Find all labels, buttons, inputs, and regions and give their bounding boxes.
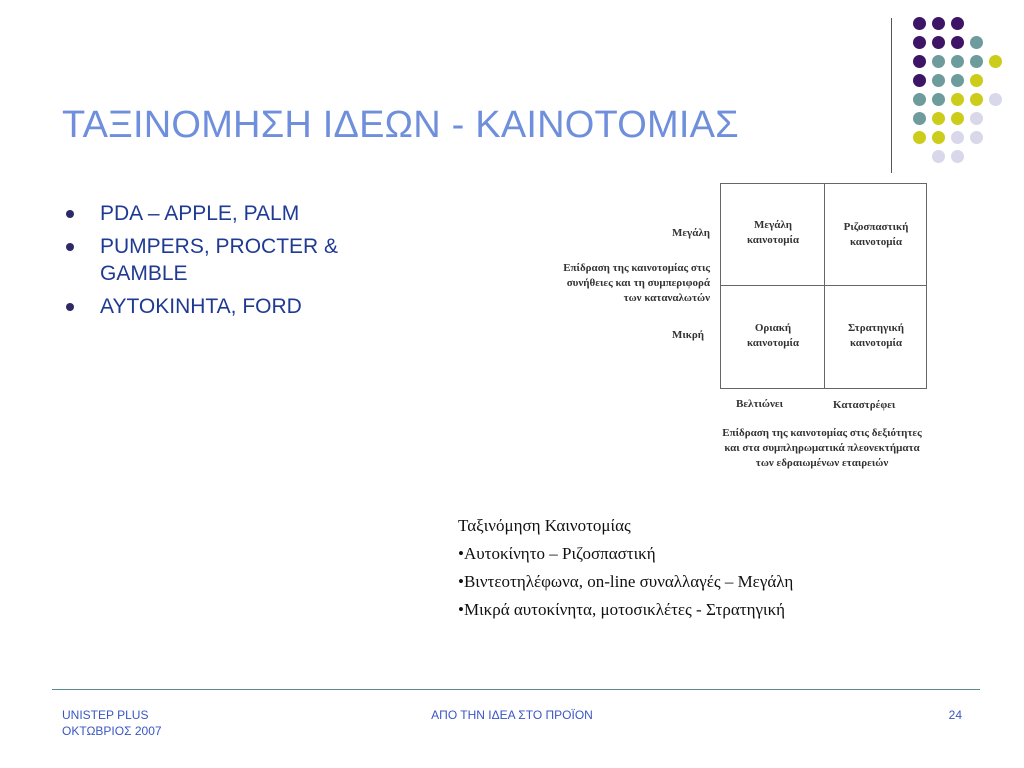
footer-divider [52, 689, 980, 690]
decorative-dot [951, 55, 964, 68]
decorative-dot [913, 17, 926, 30]
decorative-dot [932, 93, 945, 106]
decorative-dot [951, 74, 964, 87]
page-number: 24 [948, 708, 962, 722]
decorative-dot [932, 131, 945, 144]
quadrant-grid [720, 183, 927, 389]
quadrant-top-left: Μεγάλη καινοτομία [746, 219, 800, 246]
decorative-dot [970, 36, 983, 49]
x-axis-title: Επίδραση της καινοτομίας στις δεξιότητες και στα συμπληρωματικά πλεονεκτήματα των εδραιωμένων εταιρειών [722, 427, 922, 469]
quadrant-bottom-right: Στρατηγική καινοτομία [848, 322, 904, 349]
decorative-dot [951, 131, 964, 144]
decorative-dot [951, 112, 964, 125]
decorative-dot [951, 93, 964, 106]
bullet-list [62, 200, 422, 326]
bullet-dot-icon [66, 243, 74, 251]
bullet-item: PUMPERS, PROCTER & GAMBLE [62, 233, 422, 287]
bullet-dot-icon [66, 303, 74, 311]
decorative-dot [913, 74, 926, 87]
y-axis-title: Επίδραση της καινοτομίας στις συνήθειες και τη συμπεριφορά των καταναλωτών [563, 262, 710, 304]
quadrant-top-right: Ριζοσπαστική καινοτομία [843, 221, 909, 248]
notes-item: •Βιντεοτηλέφωνα, on-line συναλλαγές – Μεγάλη [458, 572, 794, 591]
decorative-dot [970, 55, 983, 68]
x-axis-right-label: Καταστρέφει [833, 399, 896, 411]
decorative-dot [932, 112, 945, 125]
grid-vertical-divider [824, 184, 825, 388]
bullet-item: PDA – APPLE, PALM [62, 200, 422, 227]
quadrant-bottom-left: Οριακή καινοτομία [746, 322, 800, 349]
y-axis-low-label: Μικρή [671, 329, 704, 341]
decorative-dot [932, 36, 945, 49]
grid-horizontal-divider [721, 285, 926, 286]
footer-center-title: ΑΠΟ ΤΗΝ ΙΔΕΑ ΣΤΟ ΠΡΟΪΟΝ [431, 708, 593, 722]
footer-organization: UNISTEP PLUS [62, 708, 149, 722]
decorative-dot [951, 36, 964, 49]
slide-title: ΤΑΞΙΝΟΜΗΣΗ ΙΔΕΩΝ - ΚΑΙΝΟΤΟΜΙΑΣ [62, 104, 739, 146]
notes-item: •Μικρά αυτοκίνητα, μοτοσικλέτες - Στρατηγική [458, 600, 786, 619]
decorative-dot [951, 150, 964, 163]
notes-item: •Αυτοκίνητο – Ριζοσπαστική [458, 544, 656, 563]
decorative-dot [970, 131, 983, 144]
title-divider-line [891, 18, 892, 173]
decorative-dot [970, 74, 983, 87]
y-axis-high-label: Μεγάλη [671, 227, 710, 239]
decorative-dot [970, 93, 983, 106]
footer-left [62, 707, 162, 739]
decorative-dot [932, 150, 945, 163]
decorative-dot [913, 55, 926, 68]
decorative-dot [951, 17, 964, 30]
decorative-dot [913, 112, 926, 125]
x-axis-left-label: Βελτιώνει [736, 398, 783, 410]
footer-date: ΟΚΤΩΒΡΙΟΣ 2007 [62, 724, 162, 738]
decorative-dot [970, 112, 983, 125]
decorative-dot [989, 55, 1002, 68]
decorative-dot [913, 131, 926, 144]
bullet-dot-icon [66, 210, 74, 218]
notes-heading: Ταξινόμηση Καινοτομίας [458, 516, 631, 535]
decorative-dot [913, 36, 926, 49]
decorative-dot [989, 93, 1002, 106]
decorative-dot [932, 17, 945, 30]
decorative-dot [932, 55, 945, 68]
classification-notes [458, 512, 793, 624]
decorative-dot [932, 74, 945, 87]
bullet-item: ΑΥΤΟΚΙΝΗΤΑ, FORD [62, 293, 422, 320]
decorative-dot [913, 93, 926, 106]
